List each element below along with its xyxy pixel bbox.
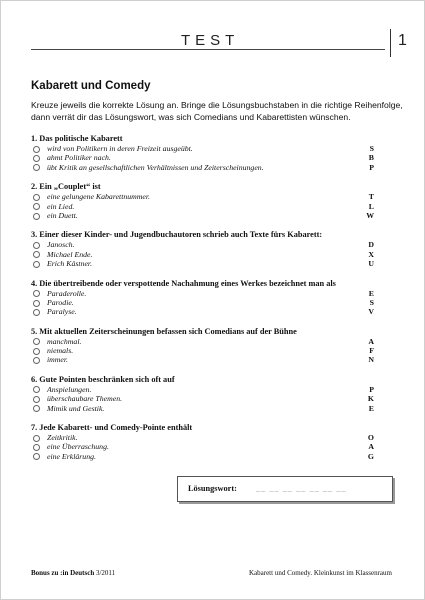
option-text: Parodie. (47, 297, 74, 307)
answer-option[interactable] (31, 307, 374, 316)
option-text: manchmal. (47, 336, 82, 346)
question-title: 4. Die übertreibende oder verspottende Nachahmung eines Werkes bezeichnet man als (31, 278, 336, 288)
radio-circle-icon[interactable] (33, 396, 40, 403)
question-title: 6. Gute Pointen beschränken sich oft auf (31, 374, 175, 384)
question-7 (31, 422, 374, 461)
solution-letter: E (368, 288, 374, 298)
answer-option[interactable] (31, 346, 374, 355)
radio-circle-icon[interactable] (33, 164, 40, 171)
solution-letter: S (369, 144, 374, 153)
answer-option[interactable] (31, 144, 374, 153)
radio-circle-icon[interactable] (33, 357, 40, 364)
answer-option[interactable] (31, 433, 374, 442)
option-text: Zeitkritik. (47, 433, 78, 443)
solution-letter: W (366, 210, 374, 220)
question-3 (31, 229, 374, 268)
answer-option[interactable] (31, 452, 374, 461)
solution-letter: P (369, 162, 374, 172)
solution-letter: L (368, 201, 374, 211)
option-text: Janosch. (47, 240, 75, 250)
radio-circle-icon[interactable] (33, 338, 40, 345)
option-text: Michael Ende. (47, 249, 93, 259)
answer-option[interactable] (31, 298, 374, 307)
page-number: 1 (398, 32, 407, 49)
solution-blanks[interactable]: __ __ __ __ __ __ __ (256, 484, 347, 493)
solution-letter: N (368, 355, 374, 365)
header-rule (31, 49, 385, 50)
solution-letter: E (368, 403, 374, 413)
solution-letter: X (368, 249, 374, 259)
answer-option[interactable] (31, 394, 374, 403)
solution-letter: A (368, 442, 374, 452)
answer-option[interactable] (31, 289, 374, 298)
answer-option[interactable] (31, 153, 374, 162)
option-text: eine Erklärung. (47, 451, 96, 461)
radio-circle-icon[interactable] (33, 213, 40, 220)
answer-option[interactable] (31, 355, 374, 364)
solution-letter: U (368, 259, 374, 269)
answer-option[interactable] (31, 259, 374, 268)
radio-circle-icon[interactable] (33, 435, 40, 442)
question-title: 1. Das politische Kabarett (31, 134, 123, 143)
answer-option[interactable] (31, 337, 374, 346)
answer-option[interactable] (31, 211, 374, 220)
answer-option[interactable] (31, 385, 374, 394)
radio-circle-icon[interactable] (33, 444, 40, 451)
footer-source (31, 569, 115, 577)
option-text: ein Duett. (47, 210, 78, 220)
radio-circle-icon[interactable] (33, 155, 40, 162)
option-text: Anspielungen. (47, 384, 92, 394)
footer-source-bold: Bonus zu :in Deutsch (31, 569, 95, 577)
solution-letter: V (368, 307, 374, 317)
option-text: übt Kritik an gesellschaftlichen Verhältnissen und Zeiterscheinungen. (47, 162, 264, 172)
solution-letter: T (368, 192, 374, 202)
solution-letter: G (367, 451, 374, 461)
question-6 (31, 374, 374, 413)
solution-letter: K (367, 394, 374, 404)
option-text: ahmt Politiker nach. (47, 153, 111, 163)
question-5 (31, 326, 374, 365)
solution-letter: S (369, 297, 374, 307)
question-1 (31, 133, 374, 172)
solution-box (177, 476, 393, 502)
answer-option[interactable] (31, 404, 374, 413)
option-text: Erich Kästner. (47, 259, 93, 269)
option-text: Mimik und Gestik. (47, 403, 105, 413)
option-text: eine gelungene Kabarettnummer. (47, 192, 150, 202)
question-2 (31, 181, 374, 220)
option-text: immer. (47, 355, 69, 365)
footer-topic: Kabarett und Comedy. Kleinkunst im Klassenraum (248, 569, 392, 577)
question-list (31, 133, 374, 470)
header-divider (390, 29, 391, 57)
question-title: 2. Ein „Couplet“ ist (31, 182, 101, 192)
radio-circle-icon[interactable] (33, 146, 40, 153)
solution-label: Lösungswort: (188, 484, 237, 493)
radio-circle-icon[interactable] (33, 194, 40, 201)
radio-circle-icon[interactable] (33, 290, 40, 297)
option-text: ein Lied. (47, 201, 75, 211)
answer-option[interactable] (31, 250, 374, 259)
solution-letter: D (368, 240, 374, 250)
radio-circle-icon[interactable] (33, 348, 40, 355)
radio-circle-icon[interactable] (33, 405, 40, 412)
option-text: wird von Politikern in deren Freizeit ausgeübt. (47, 144, 193, 153)
answer-option[interactable] (31, 192, 374, 201)
radio-circle-icon[interactable] (33, 300, 40, 307)
worksheet-heading: Kabarett und Comedy (31, 80, 151, 92)
instructions (31, 99, 403, 123)
instructions-line: Kreuze jeweils die korrekte Lösung an. Bringe die Lösungsbuchstaben in die richtige Reihenfolge, (31, 100, 403, 110)
radio-circle-icon[interactable] (33, 251, 40, 258)
answer-option[interactable] (31, 202, 374, 211)
header-title: TEST (181, 32, 240, 49)
answer-option[interactable] (31, 163, 374, 172)
solution-letter: O (367, 433, 374, 443)
answer-option[interactable] (31, 240, 374, 249)
question-title: 5. Mit aktuellen Zeiterscheinungen befassen sich Comedians auf der Bühne (31, 326, 297, 336)
question-title: 3. Einer dieser Kinder- und Jugendbuchautoren schrieb auch Texte fürs Kabarett: (31, 230, 323, 240)
solution-letter: F (369, 346, 374, 356)
footer-source-issue: 3/2011 (94, 569, 116, 577)
radio-circle-icon[interactable] (33, 203, 40, 210)
radio-circle-icon[interactable] (33, 386, 40, 393)
radio-circle-icon[interactable] (33, 242, 40, 249)
answer-option[interactable] (31, 442, 374, 451)
question-4 (31, 278, 374, 317)
solution-letter: P (369, 384, 374, 394)
instructions-line: dann verrät dir das Lösungswort, was sich Comedians und Kabarettisten wünschen. (31, 112, 351, 122)
radio-circle-icon[interactable] (33, 261, 40, 268)
option-text: Paralyse. (47, 307, 77, 317)
solution-letter: A (368, 336, 374, 346)
radio-circle-icon[interactable] (33, 309, 40, 316)
radio-circle-icon[interactable] (33, 453, 40, 460)
solution-letter: B (368, 153, 374, 163)
question-title: 7. Jede Kabarett- und Comedy-Pointe enthält (31, 423, 193, 433)
option-text: Paraderolle. (47, 288, 87, 298)
option-text: niemals. (47, 346, 74, 356)
option-text: überschaubare Themen. (47, 394, 123, 404)
option-text: eine Überraschung. (47, 442, 109, 452)
